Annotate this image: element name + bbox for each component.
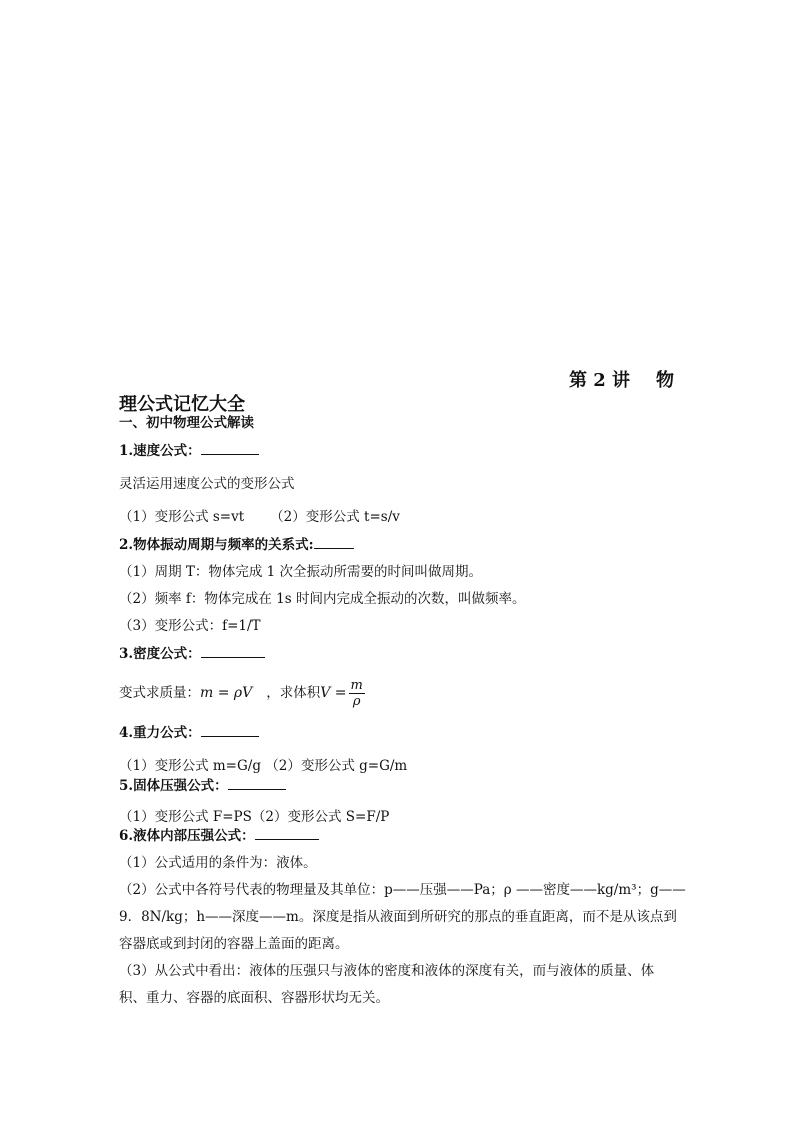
density-formula-heading bbox=[119, 645, 265, 663]
liquid-pressure-symbols-line3: 容器底或到封闭的容器上盖面的距离。 bbox=[119, 936, 349, 952]
fraction-numerator: m bbox=[350, 678, 363, 693]
lecture-title-line2: 理公式记忆大全 bbox=[119, 394, 245, 415]
solid-pressure-variants: （1）变形公式 F=PS（2）变形公式 S=F/P bbox=[119, 809, 390, 825]
liquid-pressure-conclusion-line2: 积、重力、容器的底面积、容器形状均无关。 bbox=[119, 990, 389, 1006]
volume-formula-lhs: V = bbox=[320, 685, 347, 701]
answer-blank bbox=[201, 442, 259, 455]
section-heading: 一、初中物理公式解读 bbox=[119, 415, 254, 431]
density-mass-label: 变式求质量： bbox=[119, 685, 200, 701]
density-variants bbox=[119, 673, 367, 713]
period-frequency-label: 2.物体振动周期与频率的关系式: bbox=[119, 537, 314, 553]
period-definition: （1）周期 T：物体完成 1 次全振动所需要的时间叫做周期。 bbox=[119, 564, 483, 580]
mass-formula: m = ρV bbox=[200, 685, 253, 701]
speed-formula-heading bbox=[119, 442, 259, 460]
answer-blank bbox=[255, 827, 319, 840]
gravity-variants: （1）变形公式 m=G/g （2）变形公式 g=G/m bbox=[119, 758, 408, 774]
lecture-title-fragment: 物 bbox=[656, 370, 674, 391]
period-frequency-heading bbox=[119, 536, 354, 554]
answer-blank bbox=[314, 536, 354, 549]
liquid-pressure-label: 6.液体内部压强公式： bbox=[119, 828, 255, 844]
solid-pressure-label: 5.固体压强公式： bbox=[119, 778, 228, 794]
answer-blank bbox=[201, 724, 259, 737]
speed-intro: 灵活运用速度公式的变形公式 bbox=[119, 476, 295, 492]
frequency-variant: （3）变形公式：f=1/T bbox=[119, 618, 261, 634]
liquid-pressure-symbols-line2: 9．8N/kg；h——深度——m。深度是指从液面到所研究的那点的垂直距离，而不是从该点到 bbox=[119, 909, 677, 925]
lecture-number: 第 2 讲 bbox=[568, 370, 630, 391]
density-formula-label: 3.密度公式： bbox=[119, 646, 201, 662]
fraction-denominator: ρ bbox=[349, 693, 365, 709]
answer-blank bbox=[228, 777, 286, 790]
answer-blank bbox=[201, 645, 265, 658]
speed-formula-label: 1.速度公式： bbox=[119, 443, 201, 459]
speed-variants bbox=[119, 508, 400, 526]
density-volume-label: ，求体积 bbox=[266, 685, 321, 701]
solid-pressure-heading bbox=[119, 777, 286, 795]
speed-variant-1: （1）变形公式 s=vt bbox=[119, 509, 245, 525]
lecture-title-line1 bbox=[569, 366, 674, 392]
volume-fraction bbox=[349, 678, 365, 709]
frequency-definition: （2）频率 f：物体完成在 1s 时间内完成全振动的次数，叫做频率。 bbox=[119, 591, 526, 607]
gravity-formula-label: 4.重力公式： bbox=[119, 725, 201, 741]
gravity-formula-heading bbox=[119, 724, 259, 742]
liquid-pressure-condition: （1）公式适用的条件为：液体。 bbox=[119, 855, 317, 871]
liquid-pressure-conclusion-line1: （3）从公式中看出：液体的压强只与液体的密度和液体的深度有关，而与液体的质量、体 bbox=[119, 963, 655, 979]
liquid-pressure-heading bbox=[119, 827, 319, 845]
speed-variant-2: （2）变形公式 t=s/v bbox=[270, 509, 400, 525]
liquid-pressure-symbols-line1: （2）公式中各符号代表的物理量及其单位：p——压强——Pa；ρ ——密度——kg/m³；g—— bbox=[119, 882, 686, 898]
